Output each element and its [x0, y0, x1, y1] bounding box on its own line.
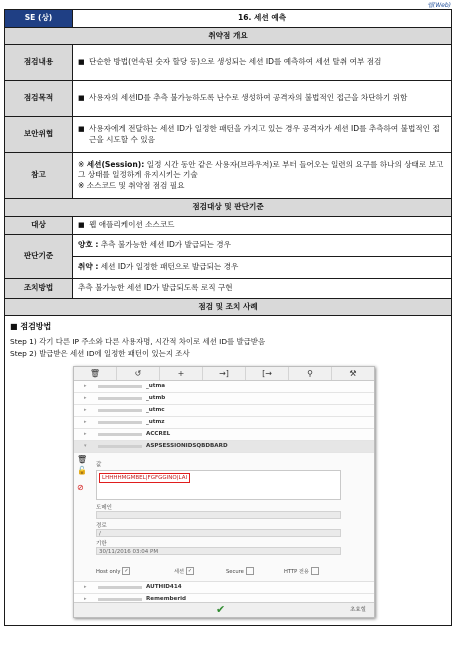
- expand-arrow-icon: ▸: [84, 583, 87, 590]
- secure-label: Secure: [226, 568, 244, 575]
- expand-arrow-icon: ▸: [84, 394, 87, 401]
- bullet-icon: ■: [78, 125, 85, 133]
- return-label[interactable]: 초효힐: [350, 606, 366, 613]
- cookie-row[interactable]: [74, 582, 374, 594]
- bullet-icon: ■: [78, 58, 85, 67]
- unlock-icon[interactable]: 🔓: [77, 465, 87, 475]
- domain-label: 도메인: [96, 504, 112, 511]
- check-purpose-cell: [73, 81, 452, 117]
- search-icon[interactable]: ⚲: [289, 367, 332, 380]
- method-title: ■ 점검방법: [10, 322, 52, 331]
- cookie-name: ACCREL: [146, 430, 171, 437]
- checkbox-checked-icon[interactable]: ✓: [187, 568, 193, 574]
- blurred-domain: [98, 385, 142, 388]
- cookie-editor-screenshot: [73, 366, 375, 618]
- criteria-bad-cell: [73, 256, 452, 278]
- path-field[interactable]: /: [96, 529, 341, 537]
- section-vuln-overview: 취약점 개요: [5, 27, 452, 45]
- cookie-row[interactable]: [74, 417, 374, 429]
- expand-arrow-icon: ▸: [84, 382, 87, 389]
- host-only-option[interactable]: [96, 567, 130, 578]
- target-cell: [73, 216, 452, 234]
- check-content-text: 단순한 방법(연속된 숫자 할당 등)으로 생성되는 세션 ID를 예측하여 세션 탈취 여부 점검: [89, 57, 382, 67]
- expand-arrow-icon: ▸: [84, 430, 87, 437]
- security-threat-text: 사용자에게 전달하는 세션 ID가 일정한 패턴을 가지고 있는 경우 공격자가 세션 ID를 추측하여 불법적인 접근을 시도할 수 있음: [89, 124, 440, 144]
- blurred-domain: [98, 598, 142, 601]
- blurred-domain: [98, 445, 142, 448]
- label-check-purpose: 점검목적: [5, 81, 73, 117]
- expand-arrow-icon: ▾: [84, 442, 87, 449]
- label-criteria: 판단기준: [5, 234, 73, 278]
- path-label: 경로: [96, 522, 107, 529]
- blurred-domain: [98, 433, 142, 436]
- cookie-row-selected[interactable]: [74, 441, 374, 453]
- delete-icon[interactable]: 🗑: [74, 367, 117, 380]
- secure-option[interactable]: [226, 567, 254, 578]
- inspection-table: [4, 9, 452, 626]
- checkbox-empty-icon[interactable]: [246, 567, 254, 575]
- cookie-name: _utmb: [146, 394, 166, 401]
- reference-term: 세션(Session):: [86, 159, 145, 169]
- cookie-row[interactable]: [74, 381, 374, 393]
- criteria-bad-text: 세션 ID가 일정한 패턴으로 발급되는 경우: [98, 261, 239, 271]
- label-check-content: 점검내용: [5, 45, 73, 81]
- host-only-label: Host only: [96, 568, 121, 575]
- blurred-domain: [98, 409, 142, 412]
- export-icon[interactable]: [→: [246, 367, 289, 380]
- session-label: 세션: [174, 568, 185, 575]
- value-label: 값: [96, 461, 102, 468]
- cookie-name: _utma: [146, 382, 166, 389]
- blurred-domain: [98, 397, 142, 400]
- label-reference: 참고: [5, 153, 73, 199]
- cookie-name: _utmc: [146, 406, 165, 413]
- settings-icon[interactable]: ⚒: [349, 368, 357, 378]
- criteria-bad-label: 취약 :: [78, 261, 99, 271]
- target-text: 웹 애플리케이션 소스코드: [89, 219, 175, 229]
- session-option[interactable]: [174, 567, 194, 578]
- cookie-name: Rememberid: [146, 595, 187, 602]
- blurred-domain: [98, 586, 142, 589]
- cookie-name: AUTHID414: [146, 583, 182, 590]
- expand-arrow-icon: ▸: [84, 595, 87, 602]
- criteria-good-cell: [73, 234, 452, 256]
- undo-icon[interactable]: ↺: [117, 367, 160, 380]
- import-icon[interactable]: →]: [203, 367, 246, 380]
- action-text: 추측 불가능한 세션 ID가 발급되도록 로직 구현: [73, 278, 452, 298]
- checkbox-empty-icon[interactable]: [311, 567, 319, 575]
- severity-cell: SE (상): [5, 10, 73, 28]
- cookie-value-field[interactable]: [96, 470, 341, 500]
- checkbox-checked-icon[interactable]: ✓: [124, 568, 129, 574]
- domain-field[interactable]: [96, 511, 341, 519]
- block-icon[interactable]: ⊘: [77, 482, 84, 492]
- cookie-row[interactable]: [74, 393, 374, 405]
- reference-mark: ※: [78, 159, 87, 169]
- http-only-option[interactable]: [284, 567, 319, 578]
- check-purpose-text: 사용자의 세션ID를 추측 불가능하도록 난수로 생성하여 공격자의 불법적인 접근을 차단하기 위함: [89, 93, 408, 103]
- section-check-cases: 점검 및 조치 사례: [5, 298, 452, 316]
- section-target-criteria: 점검대상 및 판단기준: [5, 199, 452, 217]
- expires-label: 기한: [96, 540, 107, 547]
- bullet-icon: ■: [78, 94, 85, 103]
- web-category-tag: 웹(Web): [427, 2, 451, 9]
- label-target: 대상: [5, 216, 73, 234]
- cookie-name: ASPSESSIONIDSQBDBARD: [146, 442, 228, 449]
- cookie-name: _utmz: [146, 418, 165, 425]
- check-content-cell: [73, 45, 452, 81]
- label-action: 조치방법: [5, 278, 73, 298]
- method-step-1: Step 1) 각기 다른 IP 주소와 다른 사용자명, 시간적 차이로 세션 ID를 발급받음: [10, 336, 266, 346]
- reference-cell: [73, 153, 452, 199]
- bullet-icon: ■: [78, 220, 85, 229]
- cookie-bottom-bar: [74, 602, 374, 617]
- reference-note-source: ※ 소스코드 및 취약점 점검 필요: [78, 180, 185, 190]
- trash-icon[interactable]: 🗑: [77, 454, 88, 464]
- add-icon[interactable]: +: [160, 367, 203, 380]
- security-threat-cell: [73, 117, 452, 153]
- session-id-value: LHHHHMGMBEL|FGFGGINO|LAI: [99, 473, 190, 483]
- blurred-domain: [98, 421, 142, 424]
- http-only-label: HTTP 전용: [284, 568, 309, 575]
- expires-field[interactable]: 30/11/2016 03:04 PM: [96, 547, 341, 555]
- expand-arrow-icon: ▸: [84, 418, 87, 425]
- criteria-good-text: 추측 불가능한 세션 ID가 발급되는 경우: [98, 239, 231, 249]
- label-security-threat: 보안위협: [5, 117, 73, 153]
- reference-definition: 일정 시간 동안 같은 사용자(브라우저)로 부터 들어오는 일련의 요구를 하나의 상태로 보고 그 상태를 일정하게 유지시키는 기술: [78, 159, 444, 180]
- method-cell: [5, 316, 452, 626]
- cookie-edit-panel: [74, 453, 374, 582]
- criteria-good-label: 양호 :: [78, 239, 99, 249]
- cookie-toolbar: [74, 367, 374, 381]
- cookie-row[interactable]: [74, 429, 374, 441]
- checkmark-icon[interactable]: ✔: [216, 602, 226, 616]
- cookie-row[interactable]: [74, 405, 374, 417]
- item-title: 16. 세션 예측: [73, 10, 452, 28]
- expand-arrow-icon: ▸: [84, 406, 87, 413]
- reference-note-session: [78, 160, 446, 181]
- method-step-2: Step 2) 발급받은 세션 ID에 일정한 패턴이 있는지 조사: [10, 348, 190, 358]
